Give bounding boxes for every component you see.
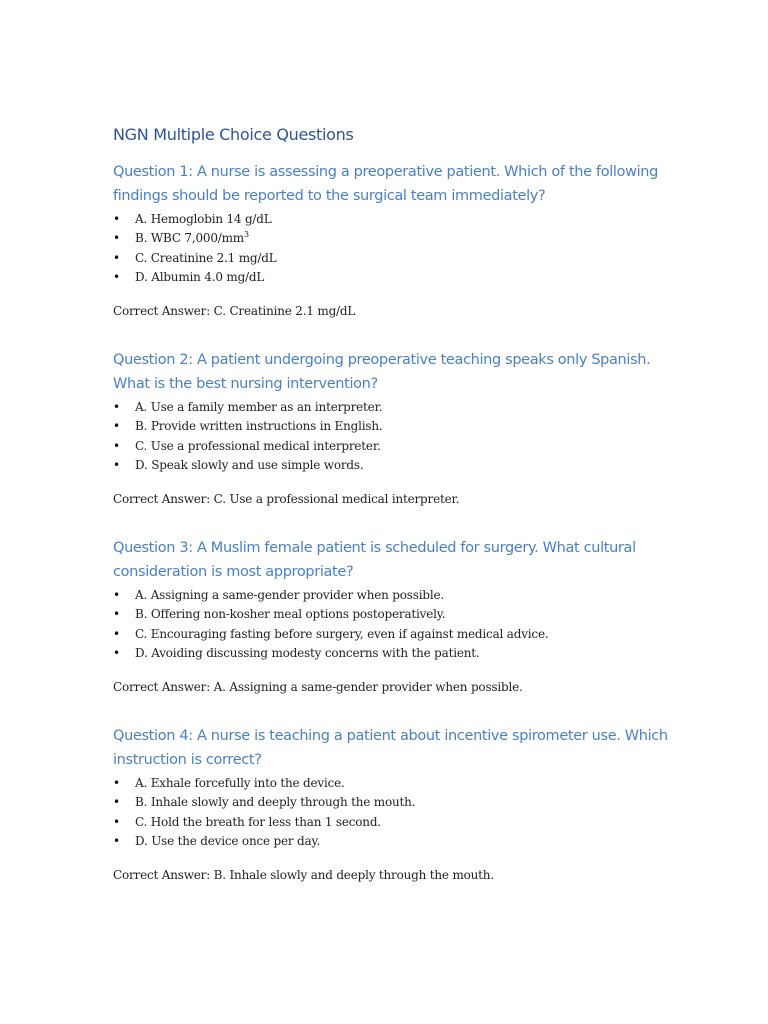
option-item: [113, 249, 673, 268]
option-item: [113, 586, 673, 605]
option-text: A. Assigning a same-gender provider when possible.: [135, 588, 444, 602]
question-title: Question 3: A Muslim female patient is scheduled for surgery. What cultural consideration is most appropriate?: [113, 540, 636, 580]
correct-answer: Correct Answer: B. Inhale slowly and deeply through the mouth.: [113, 867, 494, 882]
option-text: D. Speak slowly and use simple words.: [135, 458, 364, 473]
option-text: B. Offering non-kosher meal options postoperatively.: [135, 607, 446, 622]
option-text: B. Provide written instructions in English.: [135, 419, 383, 434]
bullet-icon: •: [113, 212, 120, 226]
option-list: [113, 586, 673, 664]
question-title: Question 2: A patient undergoing preoperative teaching speaks only Spanish. What is the best nursing intervention?: [113, 352, 651, 392]
question-title: Question 4: A nurse is teaching a patient about incentive spirometer use. Which instruction is correct?: [113, 728, 668, 768]
option-text: A. Exhale forcefully into the device.: [135, 776, 345, 790]
question-4: [113, 724, 673, 884]
bullet-icon: •: [113, 834, 120, 849]
option-item: [113, 268, 673, 287]
bullet-icon: •: [113, 250, 120, 265]
correct-answer: Correct Answer: C. Use a professional medical interpreter.: [113, 491, 460, 506]
correct-answer: Correct Answer: C. Creatinine 2.1 mg/dL: [113, 303, 356, 318]
bullet-icon: •: [113, 231, 120, 246]
option-item: [113, 625, 673, 644]
option-list: [113, 774, 673, 852]
bullet-icon: •: [113, 419, 120, 434]
option-text: D. Avoiding discussing modesty concerns with the patient.: [135, 646, 480, 661]
bullet-icon: •: [113, 607, 120, 622]
option-item: [113, 437, 673, 456]
option-item: [113, 774, 673, 793]
option-text: B. Inhale slowly and deeply through the mouth.: [135, 795, 416, 810]
question-1: [113, 160, 673, 320]
option-text: D. Albumin 4.0 mg/dL: [135, 270, 265, 285]
bullet-icon: •: [113, 626, 120, 641]
option-list: [113, 398, 673, 476]
option-text: C. Hold the breath for less than 1 second.: [135, 814, 381, 829]
option-item: [113, 813, 673, 832]
correct-answer: Correct Answer: A. Assigning a same-gender provider when possible.: [113, 679, 523, 694]
option-text: C. Use a professional medical interpreter.: [135, 438, 381, 453]
option-text: A. Hemoglobin 14 g/dL: [135, 212, 272, 226]
bullet-icon: •: [113, 588, 120, 602]
bullet-icon: •: [113, 270, 120, 285]
bullet-icon: •: [113, 646, 120, 661]
option-list: [113, 210, 673, 288]
question-title: Question 1: A nurse is assessing a preoperative patient. Which of the following findings should be reported to the surgical team immediately?: [113, 164, 658, 204]
bullet-icon: •: [113, 458, 120, 473]
document-content: [113, 124, 673, 882]
option-text: C. Encouraging fasting before surgery, even if against medical advice.: [135, 626, 549, 641]
question-3: [113, 536, 673, 696]
option-text: B. WBC 7,000/mm: [135, 231, 244, 246]
option-item: [113, 417, 673, 436]
option-text: C. Creatinine 2.1 mg/dL: [135, 250, 277, 265]
option-item: [113, 832, 673, 851]
bullet-icon: •: [113, 795, 120, 810]
option-item: [113, 210, 673, 229]
option-item: [113, 398, 673, 417]
document-title: NGN Multiple Choice Questions: [113, 125, 354, 144]
bullet-icon: •: [113, 438, 120, 453]
question-2: [113, 348, 673, 508]
bullet-icon: •: [113, 814, 120, 829]
option-item: [113, 793, 673, 812]
option-item: [113, 644, 673, 663]
option-item: [113, 605, 673, 624]
bullet-icon: •: [113, 776, 120, 790]
option-item: [113, 456, 673, 475]
bullet-icon: •: [113, 400, 120, 414]
superscript-exponent: 3: [243, 230, 249, 240]
option-item: [113, 229, 673, 248]
option-text: D. Use the device once per day.: [135, 834, 321, 849]
option-text: A. Use a family member as an interpreter.: [135, 400, 383, 414]
